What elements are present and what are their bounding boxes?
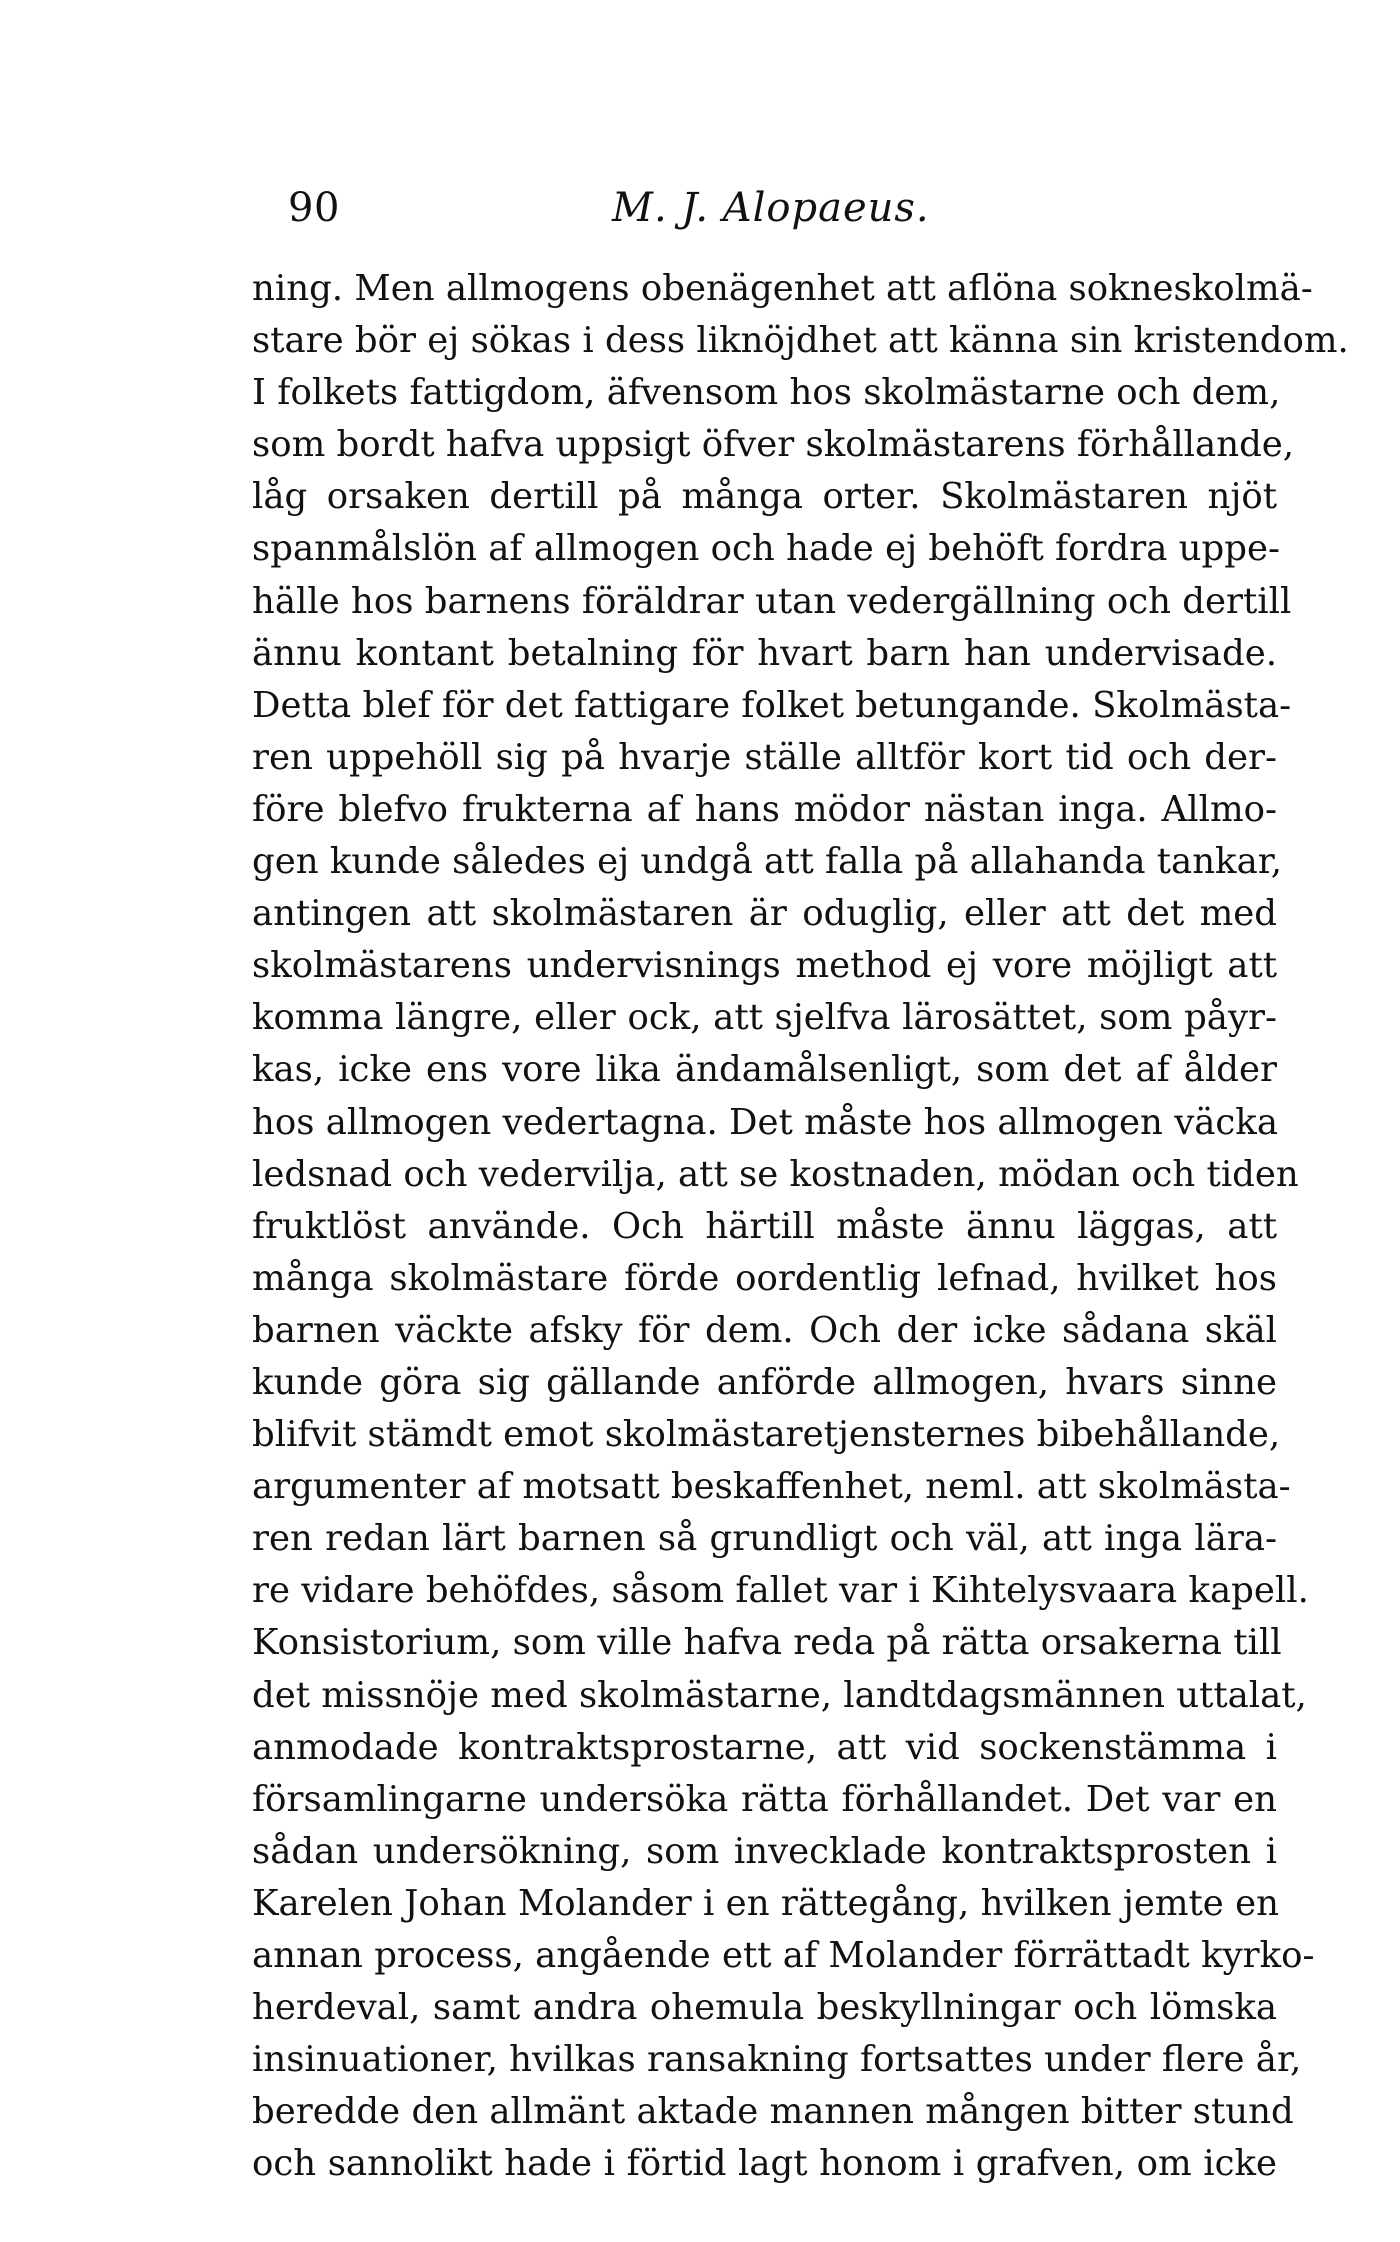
text-line: Detta blef för det fattigare folket betungande. Skolmästa- — [252, 684, 1292, 726]
text-line: som bordt hafva uppsigt öfver skolmästarens förhållande, — [252, 424, 1295, 466]
running-header — [252, 180, 1277, 236]
text-line: ning. Men allmogens obenägenhet att aflöna sokneskolmä- — [252, 268, 1313, 309]
text-line: insinuationer, hvilkas ransakning fortsattes under flere år, — [252, 2039, 1302, 2081]
text-line: I folkets fattigdom, äfvensom hos skolmästarne och dem, — [252, 372, 1281, 414]
text-line: låg orsaken dertill på många orter. Skolmästaren njöt — [252, 476, 1277, 518]
text-line: re vidare behöfdes, såsom fallet var i Kihtelysvaara kapell. — [252, 1570, 1309, 1612]
text-line: Karelen Johan Molander i en rättegång, hvilken jemte en — [252, 1882, 1279, 1924]
text-line: anmodade kontraktsprostarne, att vid sockenstämma i — [252, 1726, 1277, 1768]
text-line: församlingarne undersöka rätta förhållandet. Det var en — [252, 1778, 1277, 1820]
text-line: blifvit stämdt emot skolmästaretjensternes bibehållande, — [252, 1414, 1281, 1456]
body-text — [252, 263, 1349, 2190]
text-line: ren redan lärt barnen så grundligt och väl, att inga lära- — [252, 1518, 1277, 1560]
text-line: herdeval, samt andra ohemula beskyllningar och lömska — [252, 1987, 1277, 2029]
text-line: ren uppehöll sig på hvarje ställe alltför kort tid och der- — [252, 736, 1277, 778]
text-line: kunde göra sig gällande anförde allmogen, hvars sinne — [252, 1361, 1277, 1403]
text-line: beredde den allmänt aktade mannen mången bitter stund — [252, 2091, 1294, 2133]
text-line: hos allmogen vedertagna. Det måste hos allmogen väcka — [252, 1101, 1278, 1143]
text-line: ännu kontant betalning för hvart barn han undervisade. — [252, 632, 1277, 674]
text-line: ledsnad och vedervilja, att se kostnaden, mödan och tiden — [252, 1153, 1299, 1195]
text-line: många skolmästare förde oordentlig lefnad, hvilket hos — [252, 1257, 1277, 1299]
text-line: gen kunde således ej undgå att falla på allahanda tankar, — [252, 841, 1283, 883]
text-line: före blefvo frukterna af hans mödor nästan inga. Allmo- — [252, 788, 1277, 830]
text-line: stare bör ej sökas i dess liknöjdhet att känna sin kristendom. — [252, 320, 1349, 362]
text-line: Konsistorium, som ville hafva reda på rätta orsakerna till — [252, 1622, 1282, 1664]
text-line: kas, icke ens vore lika ändamålsenligt, som det af ålder — [252, 1049, 1277, 1091]
text-line: det missnöje med skolmästarne, landtdagsmännen uttalat, — [252, 1674, 1307, 1716]
text-line: spanmålslön af allmogen och hade ej behöft fordra uppe- — [252, 528, 1280, 570]
text-line: argumenter af motsatt beskaffenhet, neml. att skolmästa- — [252, 1466, 1291, 1508]
page-number: 90 — [288, 185, 340, 231]
text-line: antingen att skolmästaren är oduglig, eller att det med — [252, 893, 1277, 935]
text-line: och sannolikt hade i förtid lagt honom i grafven, om icke — [252, 2143, 1277, 2185]
text-line: sådan undersökning, som invecklade kontraktsprosten i — [252, 1830, 1277, 1872]
text-line: hälle hos barnens föräldrar utan vedergällning och dertill — [252, 580, 1292, 622]
text-line: fruktlöst använde. Och härtill måste ännu läggas, att — [252, 1205, 1277, 1247]
text-line: skolmästarens undervisnings method ej vore möjligt att — [252, 945, 1277, 987]
running-title: M. J. Alopaeus. — [612, 185, 930, 231]
text-line: annan process, angående ett af Molander förrättadt kyrko- — [252, 1935, 1315, 1976]
text-line: barnen väckte afsky för dem. Och der icke sådana skäl — [252, 1309, 1277, 1351]
text-line: komma längre, eller ock, att sjelfva lärosättet, som påyr- — [252, 997, 1277, 1039]
